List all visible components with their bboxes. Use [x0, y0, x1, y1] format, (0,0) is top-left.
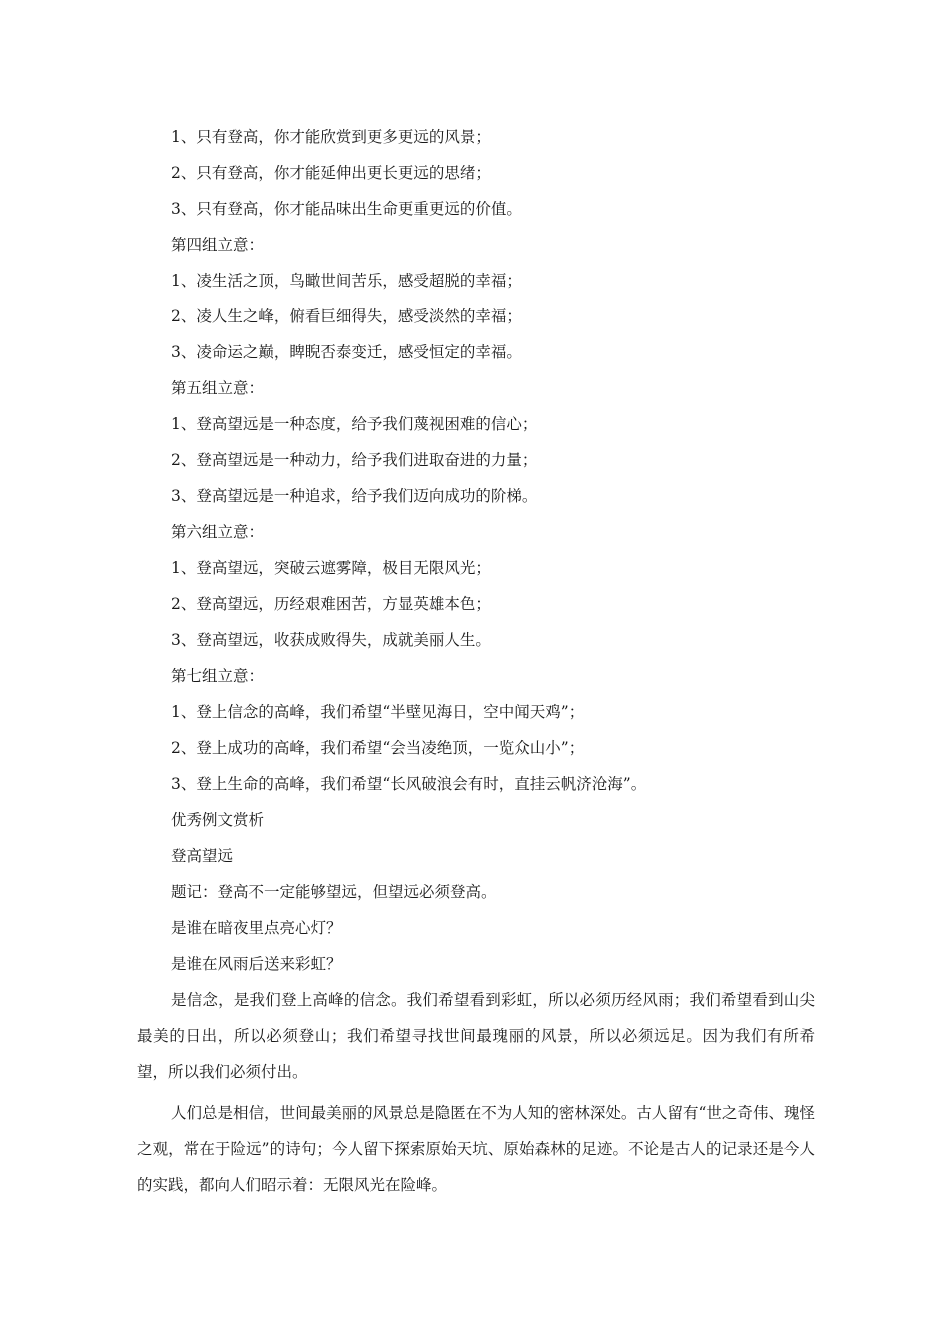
text-line: 2、登上成功的高峰，我们希望“会当凌绝顶，一览众山小”；	[171, 739, 585, 757]
text-line: 1、凌生活之顶，鸟瞰世间苦乐，感受超脱的幸福；	[171, 272, 522, 290]
text-line: 1、登高望远，突破云遮雾障，极目无限风光；	[171, 559, 491, 577]
body-paragraph: 是信念，是我们登上高峰的信念。我们希望看到彩虹，所以必须历经风雨；我们希望看到山尖最美的日出，所以必须登山；我们希望寻找世间最瑰丽的风景，所以必须远足。因为我们有所希望，所以我们必须付出。	[137, 991, 815, 1081]
text-line: 1、登高望远是一种态度，给予我们蔑视困难的信心；	[171, 415, 538, 433]
section-heading: 第四组立意：	[171, 236, 265, 254]
text-line: 2、登高望远，历经艰难困苦，方显英雄本色；	[171, 595, 491, 613]
section-heading: 第五组立意：	[171, 379, 265, 397]
section-heading: 优秀例文赏析	[171, 811, 265, 829]
text-line: 1、只有登高，你才能欣赏到更多更远的风景；	[171, 128, 491, 146]
text-line: 3、登上生命的高峰，我们希望“长风破浪会有时，直挂云帆济沧海”。	[171, 775, 647, 793]
text-line: 2、只有登高，你才能延伸出更长更远的思绪；	[171, 164, 491, 182]
section-heading: 第七组立意：	[171, 667, 265, 685]
text-line: 3、凌命运之巅，睥睨否泰变迁，感受恒定的幸福。	[171, 343, 522, 361]
text-line: 1、登上信念的高峰，我们希望“半壁见海日，空中闻天鸡”；	[171, 703, 585, 721]
text-line: 2、凌人生之峰，俯看巨细得失，感受淡然的幸福；	[171, 307, 522, 325]
text-line: 是谁在风雨后送来彩虹？	[171, 955, 342, 973]
essay-title: 登高望远	[171, 847, 234, 865]
section-heading: 第六组立意：	[171, 523, 265, 541]
text-line: 3、登高望远，收获成败得失，成就美丽人生。	[171, 631, 491, 649]
epigraph: 题记：登高不一定能够望远，但望远必须登高。	[171, 883, 497, 901]
text-line: 3、登高望远是一种追求，给予我们迈向成功的阶梯。	[171, 487, 538, 505]
text-line: 是谁在暗夜里点亮心灯？	[171, 919, 342, 937]
body-paragraph: 人们总是相信，世间最美丽的风景总是隐匿在不为人知的密林深处。古人留有“世之奇伟、瑰怪之观，常在于险远”的诗句；今人留下探索原始天坑、原始森林的足迹。不论是古人的记录还是今人的实践，都向人们昭示着：无限风光在险峰。	[137, 1104, 815, 1194]
text-line: 3、只有登高，你才能品味出生命更重更远的价值。	[171, 200, 522, 218]
text-line: 2、登高望远是一种动力，给予我们进取奋进的力量；	[171, 451, 538, 469]
